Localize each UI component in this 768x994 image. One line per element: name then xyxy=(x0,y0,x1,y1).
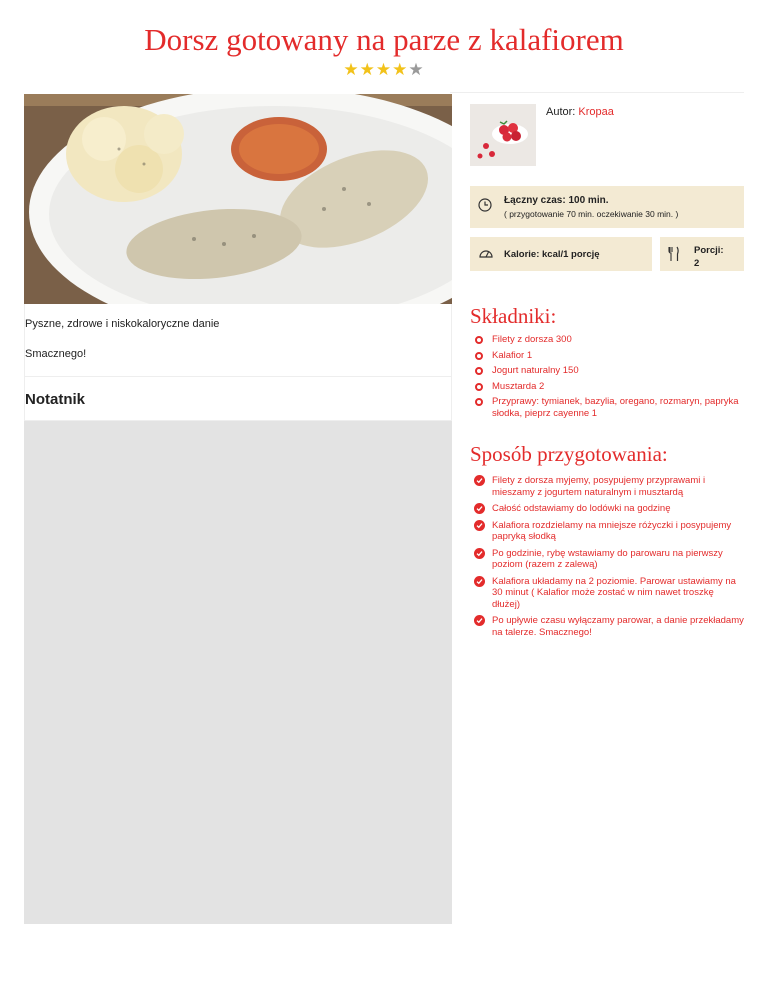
bullet-ring-icon xyxy=(475,383,483,391)
star-icon[interactable]: ★ xyxy=(392,60,409,79)
total-time-box xyxy=(470,186,744,228)
bullet-ring-icon xyxy=(475,367,483,375)
ingredient-item: Przyprawy: tymianek, bazylia, oregano, rozmaryn, papryka słodka, pieprz cayenne 1 xyxy=(474,396,744,419)
ingredients-title: Składniki: xyxy=(470,304,557,328)
servings: Porcji: 2 xyxy=(694,245,724,269)
bullet-ring-icon xyxy=(475,398,483,406)
step-item: Po upływie czasu wyłączamy parowar, a danie przekładamy na talerze. Smacznego! xyxy=(474,615,744,638)
ingredient-item: Kalafior 1 xyxy=(474,350,744,362)
step-item: Kalafiora rozdzielamy na mniejsze różyczki i posypujemy papryką słodką xyxy=(474,520,744,543)
star-icon[interactable]: ★ xyxy=(359,60,376,79)
time-detail: ( przygotowanie 70 min. oczekiwanie 30 min. ) xyxy=(504,209,679,219)
description-line: Smacznego! xyxy=(25,348,87,360)
total-time: Łączny czas: 100 min. xyxy=(504,195,609,206)
food-photo-illustration xyxy=(24,94,452,304)
check-circle-icon xyxy=(474,503,485,514)
ingredients-list xyxy=(474,334,744,423)
recipe-title: Dorsz gotowany na parze z kalafiorem xyxy=(144,22,624,57)
description-line: Pyszne, zdrowe i niskokaloryczne danie xyxy=(25,318,220,330)
rating-stars[interactable] xyxy=(0,60,768,80)
ingredient-item: Musztarda 2 xyxy=(474,381,744,393)
notes-title: Notatnik xyxy=(24,377,452,421)
star-icon[interactable]: ★ xyxy=(343,60,360,79)
step-item: Całość odstawiamy do lodówki na godzinę xyxy=(474,503,744,515)
gauge-icon xyxy=(478,246,494,265)
steps-title: Sposób przygotowania: xyxy=(470,442,668,466)
servings-box xyxy=(660,237,744,271)
author-label: Autor: Kropaa xyxy=(546,106,614,118)
cutlery-icon xyxy=(668,246,680,267)
steps-list xyxy=(474,475,744,643)
recipe-photo xyxy=(24,94,452,304)
calories-box xyxy=(470,237,652,271)
clock-icon xyxy=(478,198,492,217)
author-avatar[interactable] xyxy=(470,104,536,166)
check-circle-icon xyxy=(474,576,485,587)
star-icon[interactable]: ★ xyxy=(408,60,425,79)
ingredient-item: Jogurt naturalny 150 xyxy=(474,365,744,377)
calories: Kalorie: kcal/1 porcję xyxy=(504,249,600,260)
check-circle-icon xyxy=(474,520,485,531)
check-circle-icon xyxy=(474,615,485,626)
step-item: Kalafiora układamy na 2 poziomie. Parowar ustawiamy na 30 minut ( Kalafior może zostać w nim nawet troszkę dłużej) xyxy=(474,576,744,611)
notes-area[interactable] xyxy=(24,421,452,924)
check-circle-icon xyxy=(474,548,485,559)
left-column xyxy=(24,94,452,924)
right-column xyxy=(470,94,744,638)
step-item: Po godzinie, rybę wstawiamy do parowaru na pierwszy poziom (razem z zalewą) xyxy=(474,548,744,571)
divider xyxy=(450,92,744,93)
step-item: Filety z dorsza myjemy, posypujemy przyprawami i mieszamy z jogurtem naturalnym i musztardą xyxy=(474,475,744,498)
recipe-description xyxy=(24,304,452,377)
strawberry-bowl-image xyxy=(470,104,536,166)
star-icon[interactable]: ★ xyxy=(375,60,393,79)
author-link[interactable]: Kropaa xyxy=(578,106,614,118)
bullet-ring-icon xyxy=(475,352,483,360)
bullet-ring-icon xyxy=(475,336,483,344)
check-circle-icon xyxy=(474,475,485,486)
author-block xyxy=(470,94,744,174)
ingredient-item: Filety z dorsza 300 xyxy=(474,334,744,346)
